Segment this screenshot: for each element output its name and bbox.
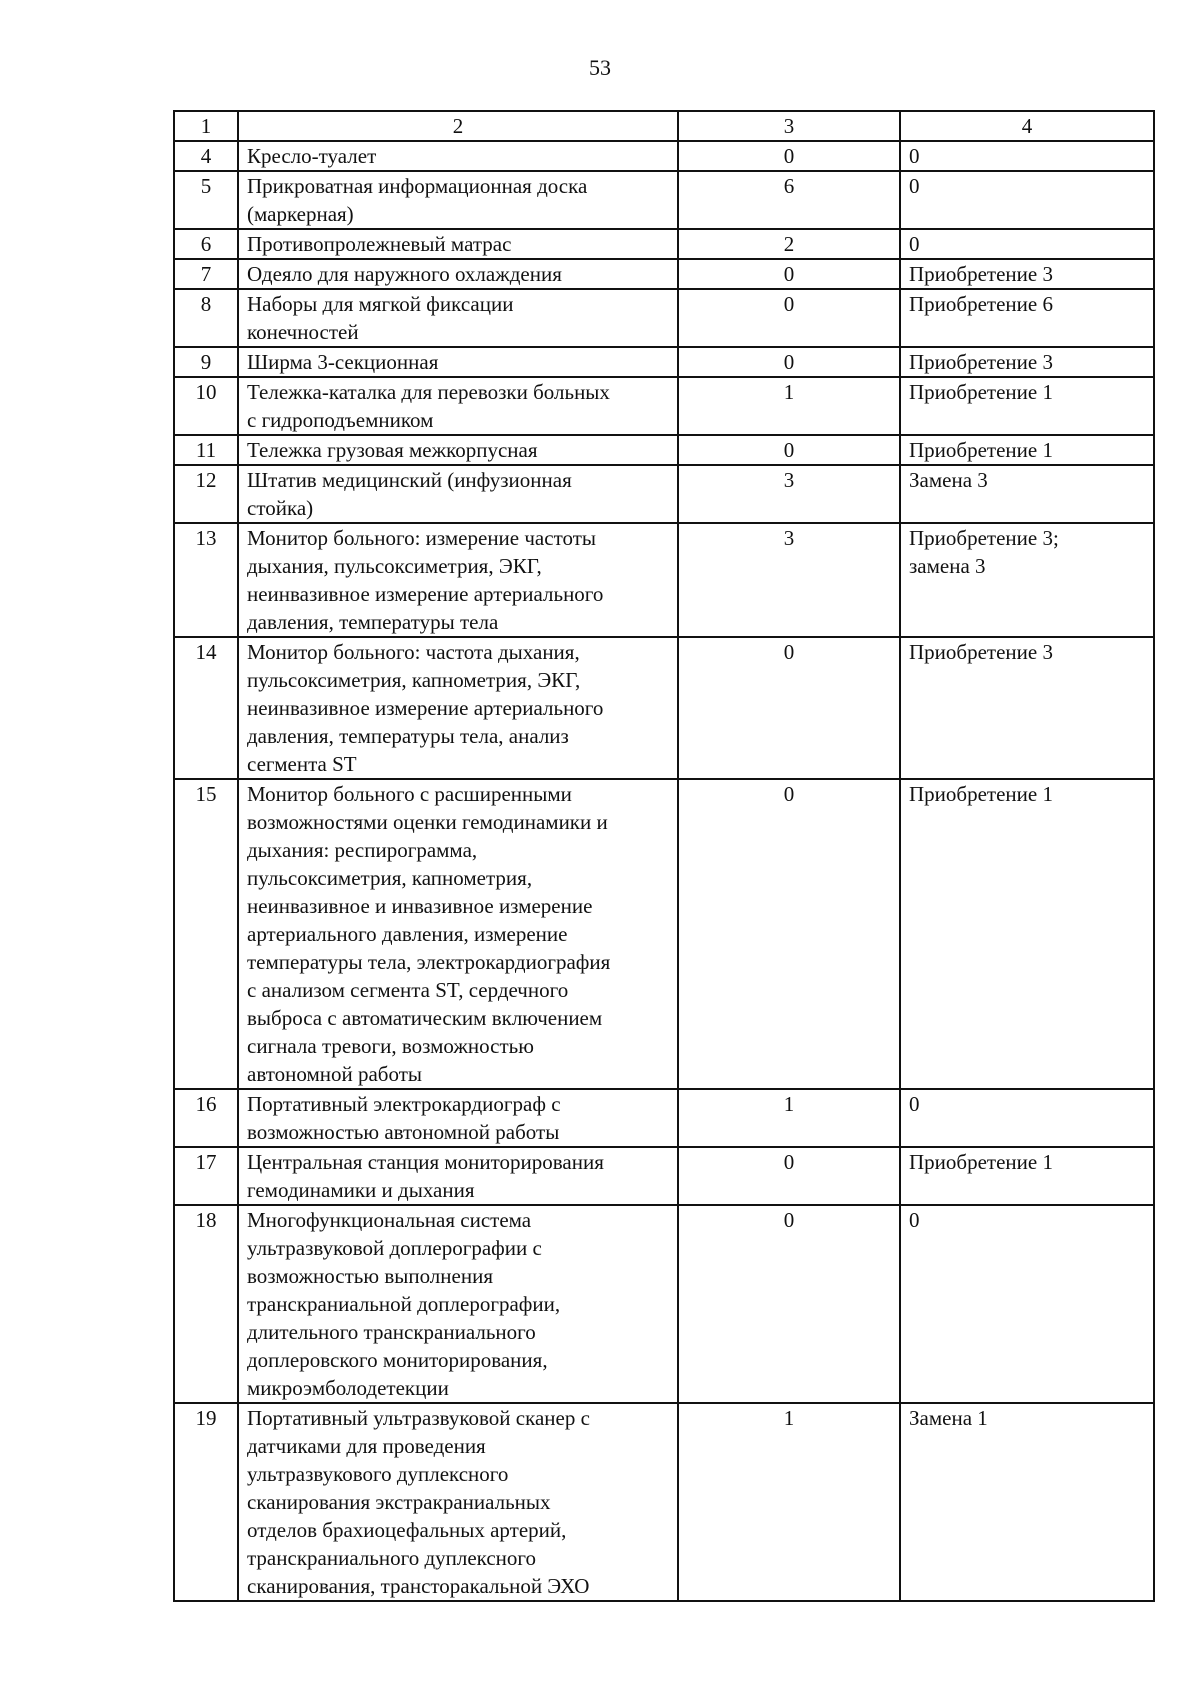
equipment-name-line: Прикроватная информационная доска bbox=[247, 174, 588, 198]
equipment-name-line: Портативный ультразвуковой сканер с bbox=[247, 1406, 590, 1430]
table-row bbox=[174, 779, 1154, 1089]
equipment-name bbox=[238, 435, 678, 465]
equipment-name-line: Ширма 3-секционная bbox=[247, 350, 439, 374]
table-row bbox=[174, 637, 1154, 779]
equipment-name-line: артериального давления, измерение bbox=[247, 922, 568, 946]
equipment-need bbox=[900, 229, 1154, 259]
equipment-quantity: 0 bbox=[678, 289, 900, 347]
equipment-need bbox=[900, 465, 1154, 523]
equipment-quantity: 0 bbox=[678, 1205, 900, 1403]
equipment-name-line: отделов брахиоцефальных артерий, bbox=[247, 1518, 567, 1542]
equipment-need-line: Приобретение 1 bbox=[909, 380, 1053, 404]
equipment-quantity: 0 bbox=[678, 259, 900, 289]
equipment-name-line: пульсоксиметрия, капнометрия, bbox=[247, 866, 533, 890]
row-number: 10 bbox=[174, 377, 238, 435]
equipment-name-line: неинвазивное измерение артериального bbox=[247, 696, 604, 720]
equipment-need-line: Замена 3 bbox=[909, 468, 988, 492]
equipment-need bbox=[900, 141, 1154, 171]
equipment-need-line: Приобретение 3 bbox=[909, 262, 1053, 286]
equipment-name-line: Монитор больного с расширенными bbox=[247, 782, 572, 806]
equipment-name-line: (маркерная) bbox=[247, 202, 354, 226]
equipment-need-line: 0 bbox=[909, 174, 920, 198]
equipment-name bbox=[238, 637, 678, 779]
equipment-need bbox=[900, 523, 1154, 637]
equipment-name-line: температуры тела, электрокардиография bbox=[247, 950, 611, 974]
equipment-name-line: Многофункциональная система bbox=[247, 1208, 532, 1232]
equipment-name-line: Кресло-туалет bbox=[247, 144, 377, 168]
table-row bbox=[174, 171, 1154, 229]
equipment-quantity: 1 bbox=[678, 1089, 900, 1147]
row-number: 5 bbox=[174, 171, 238, 229]
equipment-name-line: ультразвукового дуплексного bbox=[247, 1462, 509, 1486]
equipment-quantity: 0 bbox=[678, 1147, 900, 1205]
equipment-need bbox=[900, 637, 1154, 779]
equipment-name-line: Центральная станция мониторирования bbox=[247, 1150, 604, 1174]
equipment-name-line: давления, температуры тела bbox=[247, 610, 499, 634]
equipment-name-line: выброса с автоматическим включением bbox=[247, 1006, 603, 1030]
equipment-name-line: Противопролежневый матрас bbox=[247, 232, 512, 256]
table-row bbox=[174, 289, 1154, 347]
equipment-quantity: 3 bbox=[678, 523, 900, 637]
equipment-name-line: длительного транскраниального bbox=[247, 1320, 536, 1344]
equipment-name-line: Монитор больного: измерение частоты bbox=[247, 526, 596, 550]
table-row bbox=[174, 259, 1154, 289]
equipment-name bbox=[238, 377, 678, 435]
table-row bbox=[174, 347, 1154, 377]
equipment-need bbox=[900, 779, 1154, 1089]
equipment-quantity: 1 bbox=[678, 1403, 900, 1601]
row-number: 6 bbox=[174, 229, 238, 259]
equipment-name bbox=[238, 1205, 678, 1403]
equipment-name-line: неинвазивное измерение артериального bbox=[247, 582, 604, 606]
equipment-name-line: сигнала тревоги, возможностью bbox=[247, 1034, 534, 1058]
equipment-name-line: гемодинамики и дыхания bbox=[247, 1178, 475, 1202]
equipment-need bbox=[900, 1205, 1154, 1403]
equipment-need bbox=[900, 435, 1154, 465]
equipment-name bbox=[238, 347, 678, 377]
equipment-name-line: Тележка-каталка для перевозки больных bbox=[247, 380, 610, 404]
equipment-name-line: дыхания, пульсоксиметрия, ЭКГ, bbox=[247, 554, 542, 578]
equipment-quantity: 0 bbox=[678, 637, 900, 779]
equipment-name-line: Штатив медицинский (инфузионная bbox=[247, 468, 572, 492]
equipment-need-line: 0 bbox=[909, 1092, 920, 1116]
equipment-name bbox=[238, 779, 678, 1089]
equipment-need-line: Приобретение 1 bbox=[909, 438, 1053, 462]
equipment-name-line: транскраниального дуплексного bbox=[247, 1546, 537, 1570]
equipment-need bbox=[900, 377, 1154, 435]
table-row bbox=[174, 523, 1154, 637]
row-number: 9 bbox=[174, 347, 238, 377]
equipment-table bbox=[173, 110, 1155, 1602]
equipment-name-line: сегмента ST bbox=[247, 752, 357, 776]
column-number: 1 bbox=[174, 111, 238, 141]
table-row bbox=[174, 1147, 1154, 1205]
equipment-name-line: дыхания: респирограмма, bbox=[247, 838, 478, 862]
equipment-quantity: 1 bbox=[678, 377, 900, 435]
row-number: 4 bbox=[174, 141, 238, 171]
table-row bbox=[174, 1205, 1154, 1403]
equipment-quantity: 6 bbox=[678, 171, 900, 229]
equipment-name-line: сканирования, трансторакальной ЭХО bbox=[247, 1574, 590, 1598]
table-row bbox=[174, 229, 1154, 259]
equipment-need bbox=[900, 259, 1154, 289]
equipment-need-line: Приобретение 3 bbox=[909, 640, 1053, 664]
equipment-name bbox=[238, 523, 678, 637]
equipment-need-line: Замена 1 bbox=[909, 1406, 988, 1430]
equipment-name-line: с анализом сегмента ST, сердечного bbox=[247, 978, 569, 1002]
equipment-name bbox=[238, 289, 678, 347]
table-row bbox=[174, 1089, 1154, 1147]
column-number-row bbox=[174, 111, 1154, 141]
equipment-need-line: 0 bbox=[909, 1208, 920, 1232]
equipment-name-line: микроэмболодетекции bbox=[247, 1376, 449, 1400]
equipment-name-line: ультразвуковой доплерографии с bbox=[247, 1236, 542, 1260]
equipment-name-line: возможностями оценки гемодинамики и bbox=[247, 810, 608, 834]
row-number: 19 bbox=[174, 1403, 238, 1601]
row-number: 11 bbox=[174, 435, 238, 465]
equipment-name-line: возможностью выполнения bbox=[247, 1264, 493, 1288]
equipment-name bbox=[238, 1403, 678, 1601]
equipment-name-line: пульсоксиметрия, капнометрия, ЭКГ, bbox=[247, 668, 581, 692]
table-row bbox=[174, 1403, 1154, 1601]
equipment-need bbox=[900, 1147, 1154, 1205]
equipment-quantity: 0 bbox=[678, 779, 900, 1089]
row-number: 18 bbox=[174, 1205, 238, 1403]
equipment-name-line: автономной работы bbox=[247, 1062, 422, 1086]
equipment-name-line: давления, температуры тела, анализ bbox=[247, 724, 569, 748]
equipment-name bbox=[238, 465, 678, 523]
row-number: 7 bbox=[174, 259, 238, 289]
equipment-name-line: Тележка грузовая межкорпусная bbox=[247, 438, 538, 462]
row-number: 12 bbox=[174, 465, 238, 523]
table-row bbox=[174, 377, 1154, 435]
equipment-quantity: 3 bbox=[678, 465, 900, 523]
column-number: 4 bbox=[900, 111, 1154, 141]
equipment-need bbox=[900, 171, 1154, 229]
equipment-need-line: Приобретение 3 bbox=[909, 350, 1053, 374]
equipment-name bbox=[238, 141, 678, 171]
equipment-need-line: Приобретение 3; bbox=[909, 526, 1059, 550]
row-number: 14 bbox=[174, 637, 238, 779]
equipment-need-line: замена 3 bbox=[909, 554, 986, 578]
equipment-name-line: Одеяло для наружного охлаждения bbox=[247, 262, 562, 286]
row-number: 13 bbox=[174, 523, 238, 637]
equipment-name-line: конечностей bbox=[247, 320, 359, 344]
equipment-name-line: Наборы для мягкой фиксации bbox=[247, 292, 514, 316]
equipment-name-line: неинвазивное и инвазивное измерение bbox=[247, 894, 593, 918]
equipment-name-line: возможностью автономной работы bbox=[247, 1120, 560, 1144]
table-row bbox=[174, 435, 1154, 465]
equipment-name bbox=[238, 171, 678, 229]
equipment-name-line: датчиками для проведения bbox=[247, 1434, 486, 1458]
equipment-quantity: 0 bbox=[678, 435, 900, 465]
equipment-name-line: Монитор больного: частота дыхания, bbox=[247, 640, 580, 664]
column-number: 2 bbox=[238, 111, 678, 141]
equipment-need-line: Приобретение 1 bbox=[909, 782, 1053, 806]
equipment-name bbox=[238, 229, 678, 259]
equipment-name-line: Портативный электрокардиограф с bbox=[247, 1092, 561, 1116]
equipment-name-line: сканирования экстракраниальных bbox=[247, 1490, 551, 1514]
equipment-quantity: 0 bbox=[678, 347, 900, 377]
equipment-quantity: 0 bbox=[678, 141, 900, 171]
equipment-need bbox=[900, 1089, 1154, 1147]
table-row bbox=[174, 465, 1154, 523]
page-number: 53 bbox=[589, 55, 611, 80]
column-number: 3 bbox=[678, 111, 900, 141]
row-number: 17 bbox=[174, 1147, 238, 1205]
equipment-name-line: транскраниальной доплерографии, bbox=[247, 1292, 561, 1316]
equipment-name-line: доплеровского мониторирования, bbox=[247, 1348, 548, 1372]
equipment-need-line: 0 bbox=[909, 232, 920, 256]
table-row bbox=[174, 141, 1154, 171]
equipment-name bbox=[238, 259, 678, 289]
row-number: 16 bbox=[174, 1089, 238, 1147]
equipment-name-line: с гидроподъемником bbox=[247, 408, 434, 432]
equipment-need-line: Приобретение 1 bbox=[909, 1150, 1053, 1174]
equipment-name bbox=[238, 1147, 678, 1205]
equipment-need-line: Приобретение 6 bbox=[909, 292, 1053, 316]
row-number: 15 bbox=[174, 779, 238, 1089]
equipment-quantity: 2 bbox=[678, 229, 900, 259]
equipment-need bbox=[900, 1403, 1154, 1601]
equipment-name-line: стойка) bbox=[247, 496, 314, 520]
equipment-need bbox=[900, 289, 1154, 347]
equipment-need bbox=[900, 347, 1154, 377]
row-number: 8 bbox=[174, 289, 238, 347]
equipment-need-line: 0 bbox=[909, 144, 920, 168]
equipment-name bbox=[238, 1089, 678, 1147]
